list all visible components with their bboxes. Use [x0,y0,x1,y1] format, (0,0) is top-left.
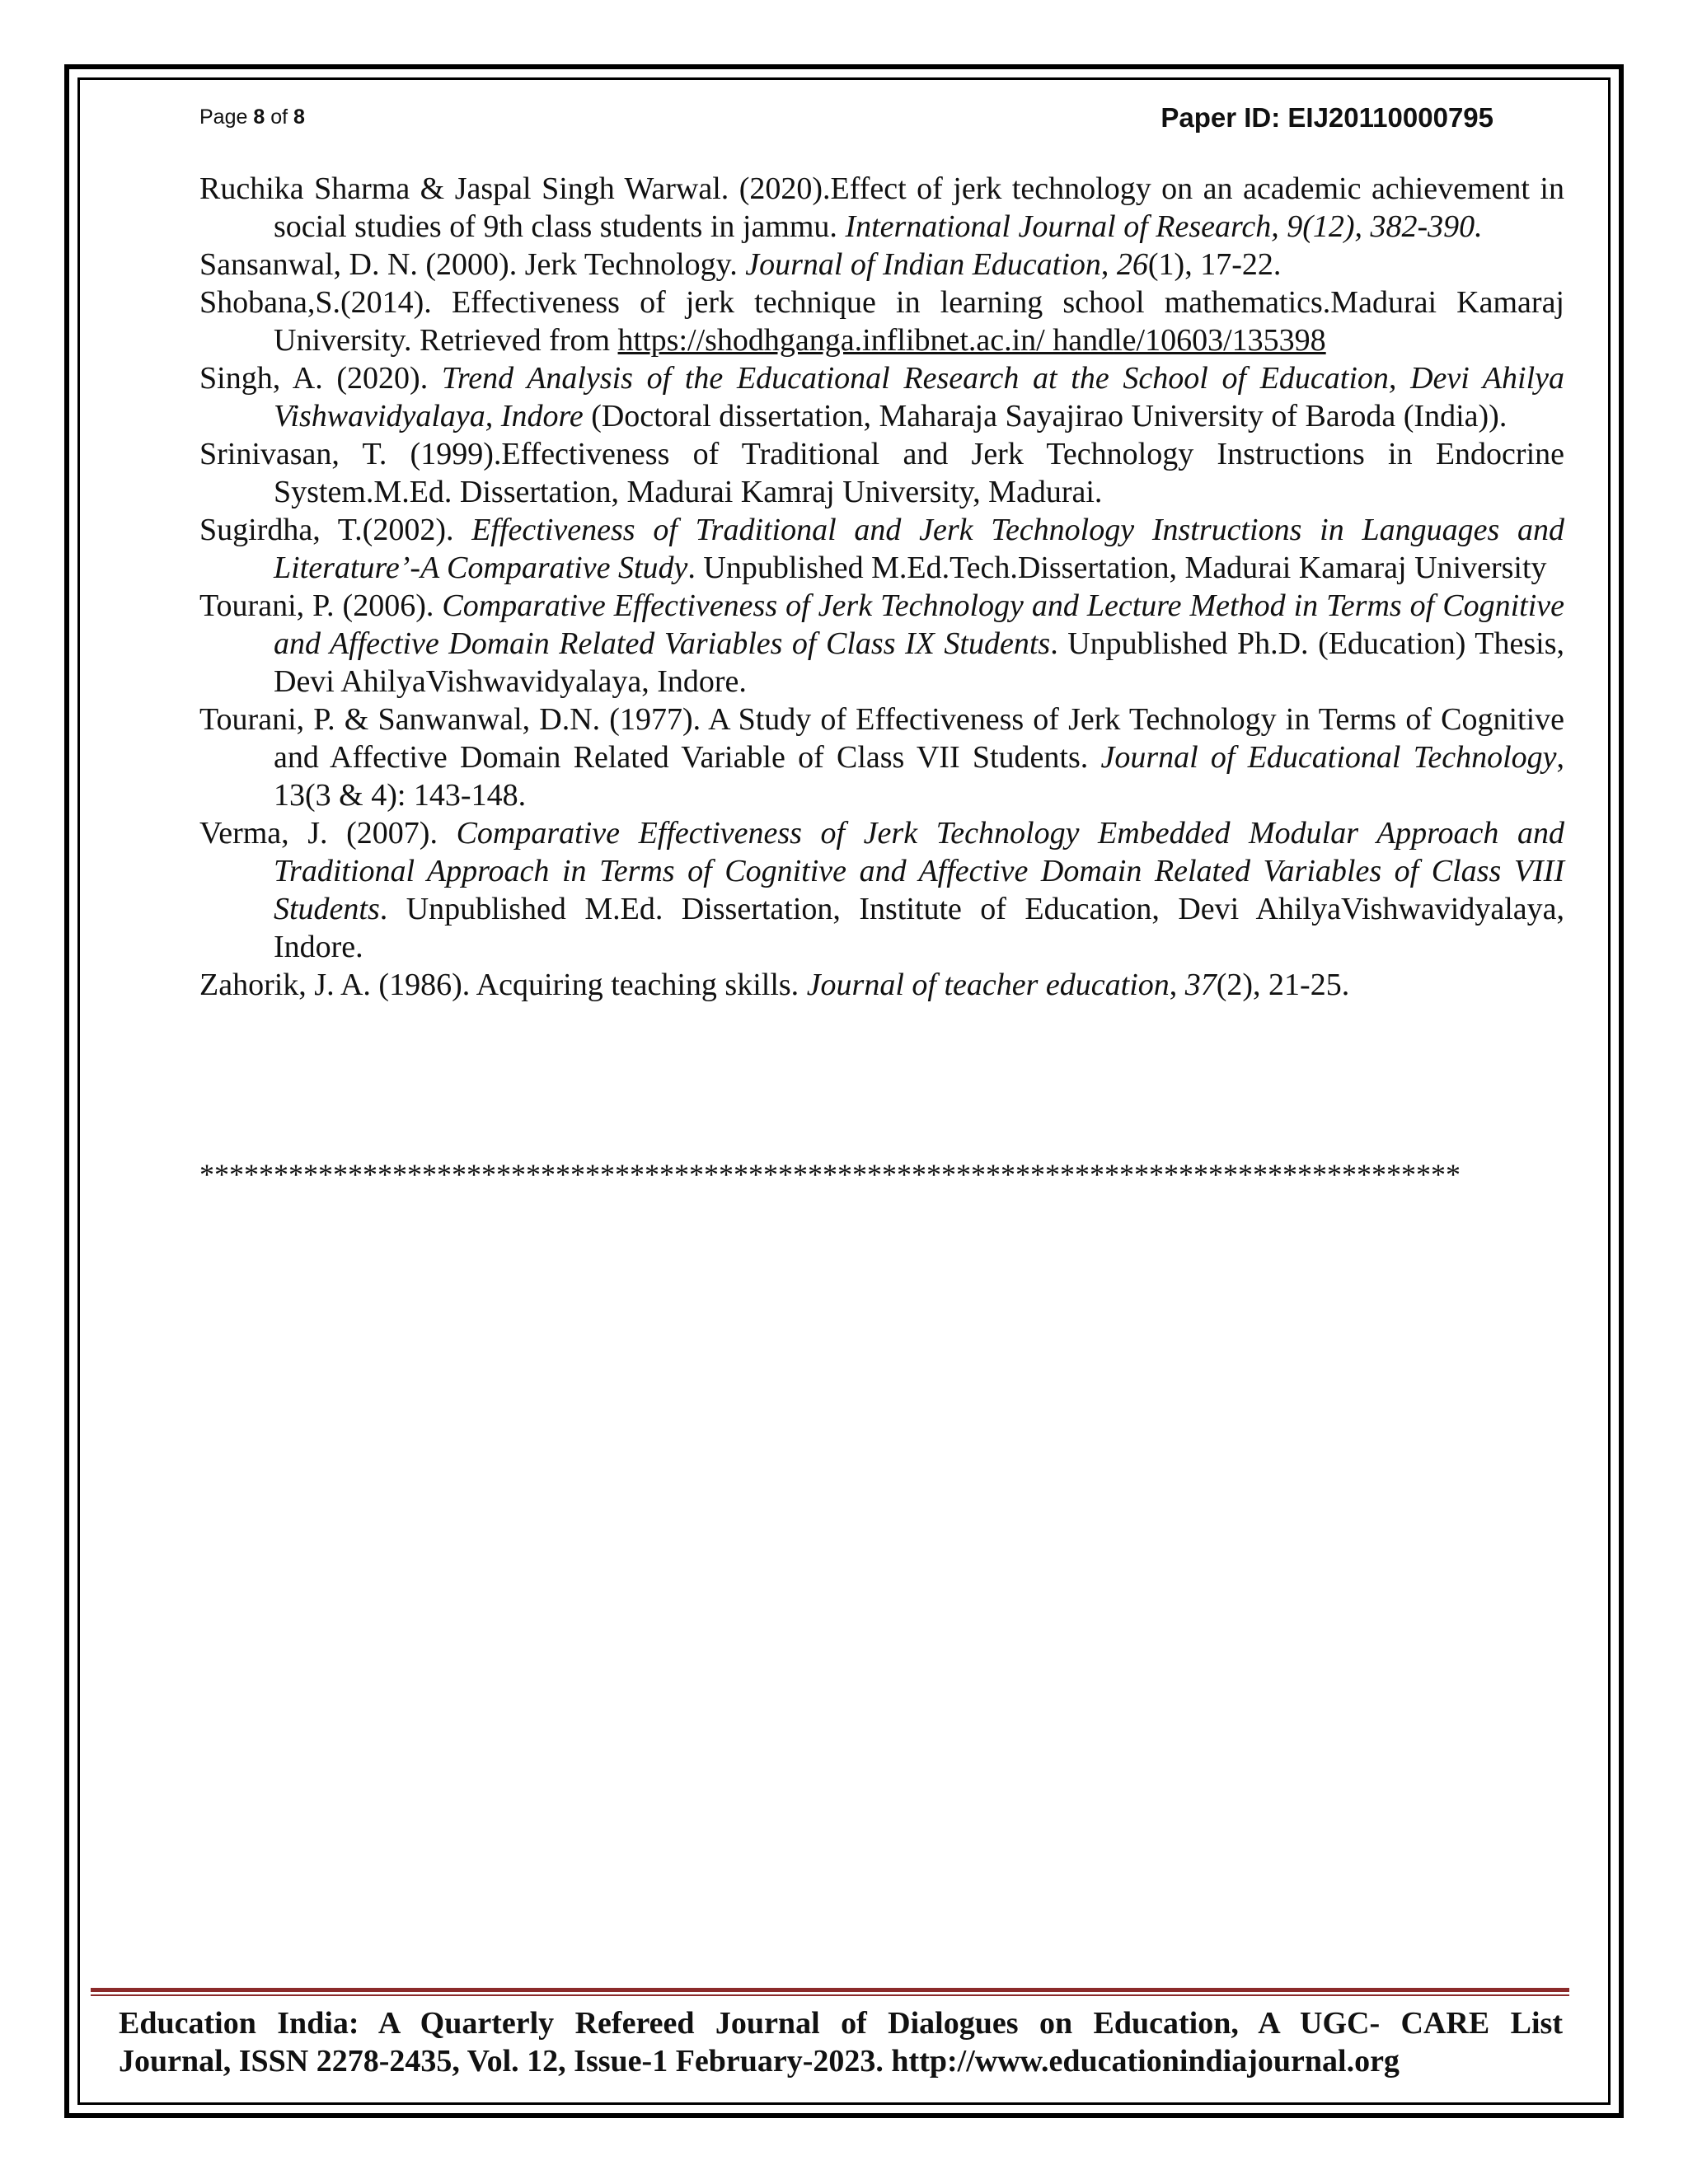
reference-entry [199,359,1564,435]
reference-text: (1), 17-22. [1147,247,1282,282]
reference-text: Journal of Educational Technology [1100,740,1557,775]
reference-text: Verma, J. (2007). [199,816,457,851]
reference-text: Sansanwal, D. N. (2000). Jerk Technology. [199,247,746,282]
reference-entry [199,701,1564,814]
page-number-of: of [265,105,293,129]
reference-text: Journal of teacher education [806,968,1170,1002]
reference-entry [199,511,1564,587]
reference-entry [199,170,1564,246]
journal-footer [119,2004,1563,2080]
reference-text: Singh, A. (2020). [199,361,442,396]
reference-list [199,170,1564,1004]
reference-text: Sugirdha, T.(2002). [199,513,472,547]
reference-text: Effectiveness of Traditional and Jerk Technology Instructions in Languages and Literature’-A Comparative Study [274,513,1564,585]
reference-text: . Unpublished Ph.D. (Education) Thesis, Devi AhilyaVishwavidyalaya, Indore. [274,626,1565,699]
reference-entry [199,284,1564,359]
page-number-prefix: Page [199,105,254,129]
reference-text: Tourani, P. (2006). [199,588,443,623]
reference-text: , [1169,968,1185,1002]
reference-entry [199,814,1564,966]
reference-entry [199,587,1564,701]
reference-text: 37 [1184,968,1217,1002]
reference-text: Journal of Indian Education [745,247,1101,282]
reference-text: Shobana,S.(2014). Effectiveness of jerk technique in learning school mathematics.Madurai Kamaraj University. Retrieved from [199,285,1564,358]
reference-text: Comparative Effectiveness of Jerk Technology Embedded Modular Approach and Traditional Approach in Terms of Cognitive and Affective Domain Related Variables of Class VIII Students [274,816,1564,926]
separator-stars: ************************************************************************************* [199,1158,1461,1191]
reference-text: Comparative Effectiveness of Jerk Technology and Lecture Method in Terms of Cognitive and Affective Domain Related Variables of Class IX Students [274,588,1564,661]
reference-text: Zahorik, J. A. (1986). Acquiring teaching skills. [199,968,807,1002]
reference-text: (Doctoral dissertation, Maharaja Sayajirao University of Baroda (India)). [583,399,1507,434]
reference-text: (2), 21-25. [1216,968,1350,1002]
page-number [199,105,305,129]
reference-entry [199,435,1564,511]
footer-line-2: Journal, ISSN 2278-2435, Vol. 12, Issue-1 February-2023. http://www.educationindiajournal.org [119,2044,1400,2079]
reference-text: Srinivasan, T. (1999).Effectiveness of Traditional and Jerk Technology Instructions in Endocrine System.M.Ed. Dissertation, Madurai Kamraj University, Madurai. [199,437,1564,509]
reference-text: International Journal of Research, 9(12), 382-390. [845,209,1483,244]
reference-entry [199,966,1564,1004]
paper-id: Paper ID: EIJ20110000795 [1160,102,1493,133]
reference-text: , [1100,247,1117,282]
reference-text: Tourani, P. & Sanwanwal, D.N. (1977). A Study of Effectiveness of Jerk Technology in Terms of Cognitive and Affective Domain Related Variable of Class VII Students. [199,702,1564,775]
reference-text: , 13(3 & 4): 143-148. [274,740,1564,813]
reference-text: . Unpublished M.Ed. Dissertation, Institute of Education, Devi AhilyaVishwavidyalaya, Indore. [274,892,1564,964]
reference-text: 26 [1116,247,1148,282]
reference-link[interactable]: https://shodhganga.inflibnet.ac.in/ handle/10603/135398 [617,323,1326,358]
page-number-total: 8 [293,105,305,129]
reference-text: Ruchika Sharma & Jaspal Singh Warwal. (2020).Effect of jerk technology on an academic achievement in social studies of 9th class students in jammu. [199,171,1564,244]
page-number-current: 8 [253,105,265,129]
reference-entry [199,246,1564,284]
footer-line-1: Education India: A Quarterly Refereed Journal of Dialogues on Education, A UGC- CARE List [119,2006,1563,2041]
footer-rule-thin [91,1994,1569,1996]
footer-rule [91,1988,1569,1992]
reference-text: Trend Analysis of the Educational Research at the School of Education, Devi Ahilya Vishwavidyalaya, Indore [274,361,1564,434]
reference-text: . Unpublished M.Ed.Tech.Dissertation, Madurai Kamaraj University [687,551,1547,585]
